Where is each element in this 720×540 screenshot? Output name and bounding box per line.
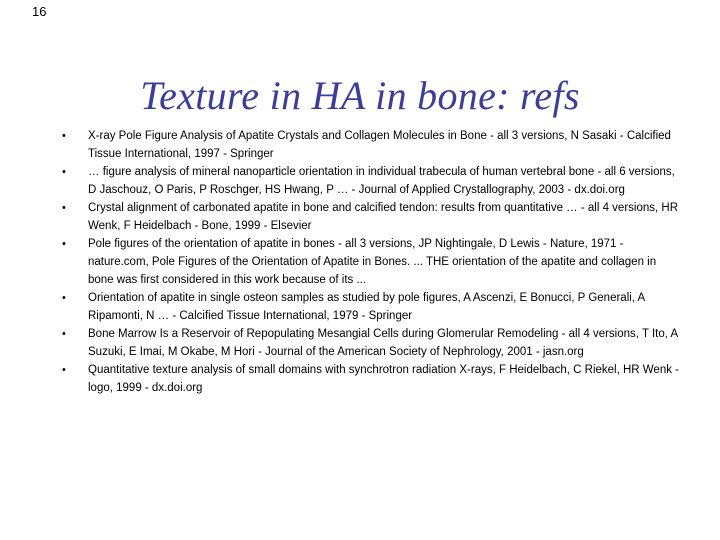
reference-text: Crystal alignment of carbonated apatite in bone and calcified tendon: results from quantitative … - all 4 versions, HR Wenk, F Heidelbach - Bone, 1999 - Elsevier [88, 202, 679, 232]
reference-text: Pole figures of the orientation of apatite in bones - all 3 versions, JP Nightingale, D Lewis - Nature, 1971 - nature.com, Pole Figures of the Orientation of Apatite in Bones. ... THE orientation of the apatite and collagen in bone was first considered in this work because of its ... [88, 238, 657, 286]
reference-text: X-ray Pole Figure Analysis of Apatite Crystals and Collagen Molecules in Bone - all 3 versions, N Sasaki - Calcified Tissue International, 1997 - Springer [88, 130, 671, 160]
bullet-icon: • [62, 328, 66, 340]
reference-text: Quantitative texture analysis of small domains with synchrotron radiation X-rays, F Heidelbach, C Riekel, HR Wenk - logo, 1999 - dx.doi.org [88, 364, 679, 394]
list-item [62, 235, 682, 289]
slide-title: Texture in HA in bone: refs [140, 73, 580, 118]
bullet-icon: • [62, 130, 66, 142]
reference-text: … figure analysis of mineral nanoparticle orientation in individual trabecula of human vertebral bone - all 6 versions, D Jaschouz, O Paris, P Roschger, HS Hwang, P … - Journal of Applied Crystallography, 2003 - dx.doi.org [88, 166, 675, 196]
reference-text: Orientation of apatite in single osteon samples as studied by pole figures, A Ascenzi, E Bonucci, P Generali, A Ripamonti, N … - Calcified Tissue International, 1979 - Springer [88, 292, 645, 322]
list-item [62, 127, 682, 163]
bullet-icon: • [62, 292, 66, 304]
reference-list [62, 127, 682, 397]
list-item [62, 199, 682, 235]
bullet-icon: • [62, 238, 66, 250]
bullet-icon: • [62, 364, 66, 376]
reference-text: Bone Marrow Is a Reservoir of Repopulating Mesangial Cells during Glomerular Remodeling - all 4 versions, T Ito, A Suzuki, E Imai, M Okabe, M Hori - Journal of the American Society of Nephrology, 2001 - jasn.org [88, 328, 678, 358]
bullet-icon: • [62, 166, 66, 178]
bullet-icon: • [62, 202, 66, 214]
list-item [62, 325, 682, 361]
slide-number: 16 [32, 4, 47, 19]
list-item [62, 361, 682, 397]
list-item [62, 289, 682, 325]
list-item [62, 163, 682, 199]
